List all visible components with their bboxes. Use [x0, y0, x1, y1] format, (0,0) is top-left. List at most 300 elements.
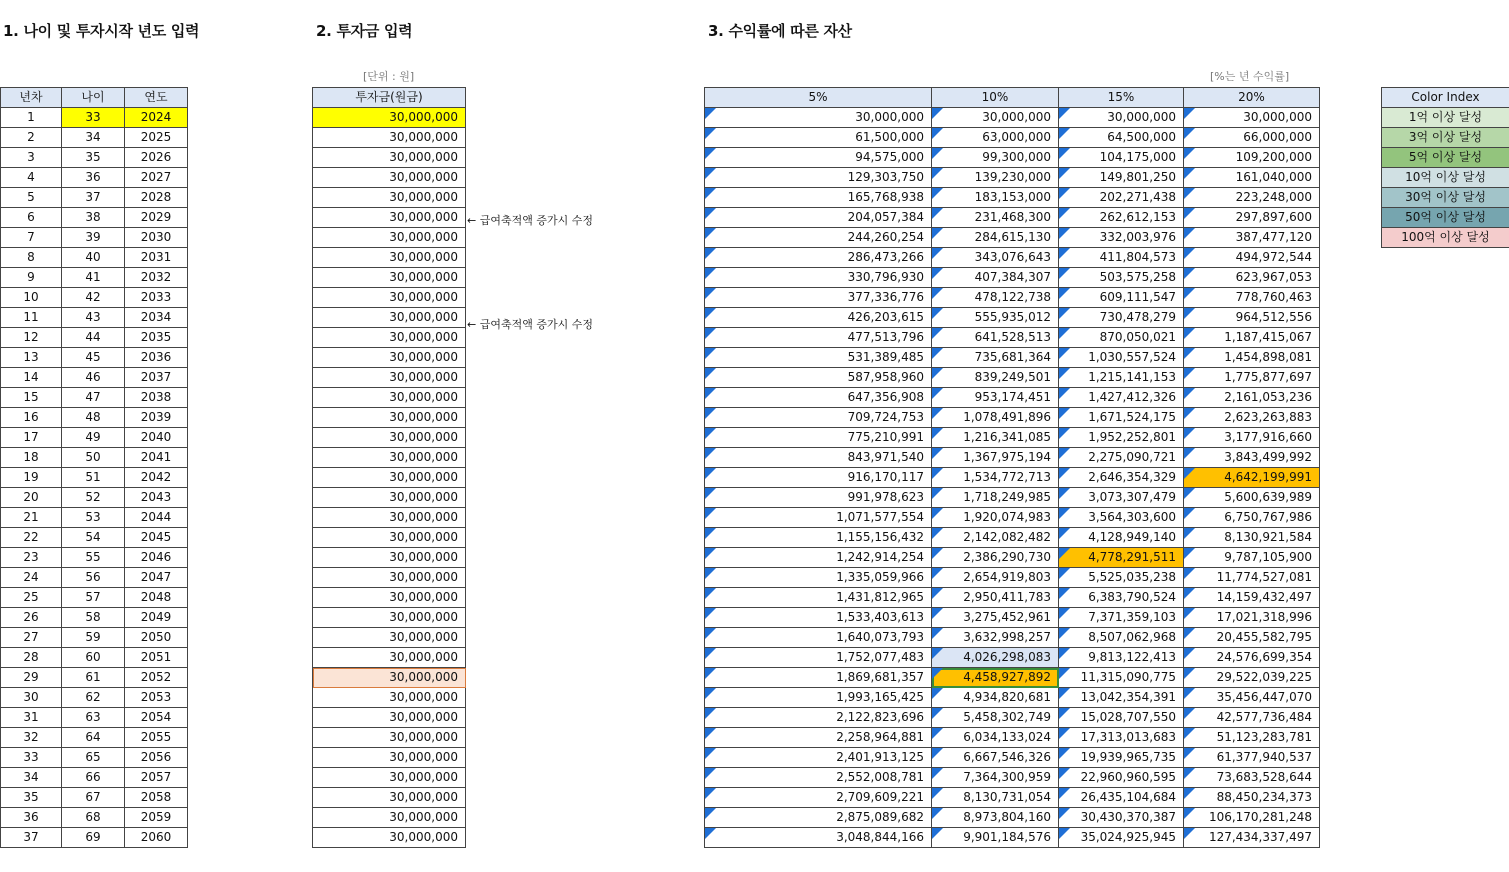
asset-value-cell[interactable]: 2,654,919,803: [932, 568, 1059, 588]
asset-value-cell[interactable]: 870,050,021: [1059, 328, 1184, 348]
asset-value-cell[interactable]: 3,843,499,992: [1184, 448, 1320, 468]
investment-cell[interactable]: 30,000,000: [313, 588, 466, 608]
asset-value-cell[interactable]: 7,371,359,103: [1059, 608, 1184, 628]
investment-cell[interactable]: 30,000,000: [313, 468, 466, 488]
asset-value-cell[interactable]: 477,513,796: [705, 328, 932, 348]
year-index-cell[interactable]: 10: [1, 288, 62, 308]
asset-value-cell[interactable]: 30,430,370,387: [1059, 808, 1184, 828]
asset-value-cell[interactable]: 14,159,432,497: [1184, 588, 1320, 608]
asset-value-cell[interactable]: 223,248,000: [1184, 188, 1320, 208]
year-cell[interactable]: 2033: [125, 288, 188, 308]
year-cell[interactable]: 2048: [125, 588, 188, 608]
asset-value-cell[interactable]: 64,500,000: [1059, 128, 1184, 148]
investment-cell[interactable]: 30,000,000: [313, 388, 466, 408]
year-cell[interactable]: 2058: [125, 788, 188, 808]
table-row: [313, 428, 466, 448]
investment-cell[interactable]: 30,000,000: [313, 168, 466, 188]
age-cell[interactable]: 65: [62, 748, 125, 768]
asset-value-cell[interactable]: 555,935,012: [932, 308, 1059, 328]
asset-value-cell[interactable]: 4,458,927,892: [932, 668, 1059, 688]
investment-cell[interactable]: 30,000,000: [313, 708, 466, 728]
year-cell[interactable]: 2032: [125, 268, 188, 288]
asset-value-cell[interactable]: 1,775,877,697: [1184, 368, 1320, 388]
asset-value-cell[interactable]: 1,242,914,254: [705, 548, 932, 568]
asset-value-cell[interactable]: 8,130,921,584: [1184, 528, 1320, 548]
asset-value-cell[interactable]: 2,386,290,730: [932, 548, 1059, 568]
investment-cell[interactable]: 30,000,000: [313, 548, 466, 568]
year-index-cell[interactable]: 22: [1, 528, 62, 548]
year-index-cell[interactable]: 2: [1, 128, 62, 148]
year-cell[interactable]: 2036: [125, 348, 188, 368]
asset-value-cell[interactable]: 19,939,965,735: [1059, 748, 1184, 768]
asset-value-cell[interactable]: 6,383,790,524: [1059, 588, 1184, 608]
asset-value-cell[interactable]: 51,123,283,781: [1184, 728, 1320, 748]
year-index-cell[interactable]: 11: [1, 308, 62, 328]
asset-value-cell[interactable]: 13,042,354,391: [1059, 688, 1184, 708]
asset-value-cell[interactable]: 35,024,925,945: [1059, 828, 1184, 848]
asset-value-cell[interactable]: 262,612,153: [1059, 208, 1184, 228]
year-cell[interactable]: 2052: [125, 668, 188, 688]
year-cell[interactable]: 2040: [125, 428, 188, 448]
age-cell[interactable]: 55: [62, 548, 125, 568]
investment-cell[interactable]: 30,000,000: [313, 248, 466, 268]
asset-value-cell[interactable]: 8,507,062,968: [1059, 628, 1184, 648]
asset-value-cell[interactable]: 6,034,133,024: [932, 728, 1059, 748]
asset-value-cell[interactable]: 104,175,000: [1059, 148, 1184, 168]
investment-cell[interactable]: 30,000,000: [313, 488, 466, 508]
year-index-cell[interactable]: 5: [1, 188, 62, 208]
year-cell[interactable]: 2041: [125, 448, 188, 468]
year-index-cell[interactable]: 12: [1, 328, 62, 348]
investment-cell[interactable]: 30,000,000: [313, 728, 466, 748]
investment-cell[interactable]: 30,000,000: [313, 288, 466, 308]
asset-value-cell[interactable]: 286,473,266: [705, 248, 932, 268]
asset-value-cell[interactable]: 8,130,731,054: [932, 788, 1059, 808]
year-index-cell[interactable]: 33: [1, 748, 62, 768]
year-cell[interactable]: 2049: [125, 608, 188, 628]
investment-cell[interactable]: 30,000,000: [313, 688, 466, 708]
year-index-cell[interactable]: 19: [1, 468, 62, 488]
asset-value-cell[interactable]: 5,458,302,749: [932, 708, 1059, 728]
year-cell[interactable]: 2053: [125, 688, 188, 708]
age-cell[interactable]: 54: [62, 528, 125, 548]
year-index-cell[interactable]: 32: [1, 728, 62, 748]
asset-value-cell[interactable]: 61,500,000: [705, 128, 932, 148]
asset-value-cell[interactable]: 2,623,263,883: [1184, 408, 1320, 428]
asset-value-cell[interactable]: 587,958,960: [705, 368, 932, 388]
age-cell[interactable]: 58: [62, 608, 125, 628]
investment-cell[interactable]: 30,000,000: [313, 228, 466, 248]
investment-cell[interactable]: 30,000,000: [313, 448, 466, 468]
asset-value-cell[interactable]: 377,336,776: [705, 288, 932, 308]
investment-cell[interactable]: 30,000,000: [313, 148, 466, 168]
asset-value-cell[interactable]: 4,778,291,511: [1059, 548, 1184, 568]
asset-value-cell[interactable]: 609,111,547: [1059, 288, 1184, 308]
year-index-cell[interactable]: 21: [1, 508, 62, 528]
investment-cell[interactable]: 30,000,000: [313, 568, 466, 588]
year-index-cell[interactable]: 29: [1, 668, 62, 688]
asset-value-cell[interactable]: 1,078,491,896: [932, 408, 1059, 428]
age-cell[interactable]: 66: [62, 768, 125, 788]
investment-cell[interactable]: 30,000,000: [313, 668, 466, 688]
age-cell[interactable]: 37: [62, 188, 125, 208]
investment-cell[interactable]: 30,000,000: [313, 808, 466, 828]
year-cell[interactable]: 2037: [125, 368, 188, 388]
year-cell[interactable]: 2054: [125, 708, 188, 728]
age-cell[interactable]: 63: [62, 708, 125, 728]
asset-value-cell[interactable]: 165,768,938: [705, 188, 932, 208]
asset-value-cell[interactable]: 953,174,451: [932, 388, 1059, 408]
year-index-cell[interactable]: 8: [1, 248, 62, 268]
age-cell[interactable]: 47: [62, 388, 125, 408]
investment-cell[interactable]: 30,000,000: [313, 788, 466, 808]
asset-value-cell[interactable]: 2,401,913,125: [705, 748, 932, 768]
investment-cell[interactable]: 30,000,000: [313, 128, 466, 148]
investment-cell[interactable]: 30,000,000: [313, 608, 466, 628]
age-cell[interactable]: 48: [62, 408, 125, 428]
age-cell[interactable]: 60: [62, 648, 125, 668]
asset-value-cell[interactable]: 1,431,812,965: [705, 588, 932, 608]
asset-value-cell[interactable]: 839,249,501: [932, 368, 1059, 388]
year-cell[interactable]: 2044: [125, 508, 188, 528]
age-cell[interactable]: 33: [62, 108, 125, 128]
asset-value-cell[interactable]: 1,640,073,793: [705, 628, 932, 648]
age-cell[interactable]: 34: [62, 128, 125, 148]
year-index-cell[interactable]: 28: [1, 648, 62, 668]
year-cell[interactable]: 2026: [125, 148, 188, 168]
asset-value-cell[interactable]: 343,076,643: [932, 248, 1059, 268]
asset-value-cell[interactable]: 8,973,804,160: [932, 808, 1059, 828]
asset-value-cell[interactable]: 106,170,281,248: [1184, 808, 1320, 828]
table-row: [1, 588, 188, 608]
age-cell[interactable]: 41: [62, 268, 125, 288]
year-index-cell[interactable]: 18: [1, 448, 62, 468]
year-index-cell[interactable]: 9: [1, 268, 62, 288]
asset-value-cell[interactable]: 129,303,750: [705, 168, 932, 188]
asset-value-cell[interactable]: 2,122,823,696: [705, 708, 932, 728]
asset-value-cell[interactable]: 1,718,249,985: [932, 488, 1059, 508]
year-index-cell[interactable]: 36: [1, 808, 62, 828]
age-cell[interactable]: 56: [62, 568, 125, 588]
asset-value-cell[interactable]: 30,000,000: [705, 108, 932, 128]
asset-value-cell[interactable]: 1,215,141,153: [1059, 368, 1184, 388]
asset-value-cell[interactable]: 63,000,000: [932, 128, 1059, 148]
asset-value-cell[interactable]: 1,335,059,966: [705, 568, 932, 588]
year-index-cell[interactable]: 3: [1, 148, 62, 168]
asset-value-cell[interactable]: 6,667,546,326: [932, 748, 1059, 768]
asset-value-cell[interactable]: 9,813,122,413: [1059, 648, 1184, 668]
investment-cell[interactable]: 30,000,000: [313, 348, 466, 368]
age-cell[interactable]: 50: [62, 448, 125, 468]
asset-value-cell[interactable]: 9,901,184,576: [932, 828, 1059, 848]
asset-value-cell[interactable]: 647,356,908: [705, 388, 932, 408]
investment-cell[interactable]: 30,000,000: [313, 528, 466, 548]
investment-cell[interactable]: 30,000,000: [313, 188, 466, 208]
asset-value-cell[interactable]: 7,364,300,959: [932, 768, 1059, 788]
year-index-cell[interactable]: 31: [1, 708, 62, 728]
year-index-cell[interactable]: 30: [1, 688, 62, 708]
asset-value-cell[interactable]: 4,026,298,083: [932, 648, 1059, 668]
age-cell[interactable]: 36: [62, 168, 125, 188]
asset-value-cell[interactable]: 3,564,303,600: [1059, 508, 1184, 528]
investment-cell[interactable]: 30,000,000: [313, 768, 466, 788]
asset-value-cell[interactable]: 1,671,524,175: [1059, 408, 1184, 428]
year-cell[interactable]: 2060: [125, 828, 188, 848]
table-row: [1, 408, 188, 428]
asset-value-cell[interactable]: 149,801,250: [1059, 168, 1184, 188]
investment-cell[interactable]: 30,000,000: [313, 628, 466, 648]
asset-value-cell[interactable]: 1,752,077,483: [705, 648, 932, 668]
asset-value-cell[interactable]: 244,260,254: [705, 228, 932, 248]
asset-value-cell[interactable]: 478,122,738: [932, 288, 1059, 308]
age-cell[interactable]: 49: [62, 428, 125, 448]
asset-value-cell[interactable]: 204,057,384: [705, 208, 932, 228]
asset-value-cell[interactable]: 1,920,074,983: [932, 508, 1059, 528]
asset-value-cell[interactable]: 3,177,916,660: [1184, 428, 1320, 448]
asset-value-cell[interactable]: 94,575,000: [705, 148, 932, 168]
asset-value-cell[interactable]: 11,774,527,081: [1184, 568, 1320, 588]
year-cell[interactable]: 2024: [125, 108, 188, 128]
year-cell[interactable]: 2050: [125, 628, 188, 648]
year-cell[interactable]: 2043: [125, 488, 188, 508]
year-index-cell[interactable]: 27: [1, 628, 62, 648]
age-cell[interactable]: 51: [62, 468, 125, 488]
asset-value-cell[interactable]: 11,315,090,775: [1059, 668, 1184, 688]
asset-value-cell[interactable]: 183,153,000: [932, 188, 1059, 208]
year-cell[interactable]: 2027: [125, 168, 188, 188]
asset-value-cell[interactable]: 531,389,485: [705, 348, 932, 368]
age-cell[interactable]: 35: [62, 148, 125, 168]
investment-cell[interactable]: 30,000,000: [313, 328, 466, 348]
year-cell[interactable]: 2045: [125, 528, 188, 548]
year-cell[interactable]: 2035: [125, 328, 188, 348]
asset-value-cell[interactable]: 1,993,165,425: [705, 688, 932, 708]
year-index-cell[interactable]: 25: [1, 588, 62, 608]
asset-value-cell[interactable]: 35,456,447,070: [1184, 688, 1320, 708]
asset-value-cell[interactable]: 297,897,600: [1184, 208, 1320, 228]
investment-cell[interactable]: 30,000,000: [313, 208, 466, 228]
asset-value-cell[interactable]: 387,477,120: [1184, 228, 1320, 248]
asset-value-cell[interactable]: 332,003,976: [1059, 228, 1184, 248]
asset-value-cell[interactable]: 3,632,998,257: [932, 628, 1059, 648]
asset-value-cell[interactable]: 6,750,767,986: [1184, 508, 1320, 528]
asset-value-cell[interactable]: 1,952,252,801: [1059, 428, 1184, 448]
asset-value-cell[interactable]: 109,200,000: [1184, 148, 1320, 168]
year-index-cell[interactable]: 37: [1, 828, 62, 848]
asset-value-cell[interactable]: 2,875,089,682: [705, 808, 932, 828]
asset-value-cell[interactable]: 231,468,300: [932, 208, 1059, 228]
asset-value-cell[interactable]: 843,971,540: [705, 448, 932, 468]
age-cell[interactable]: 40: [62, 248, 125, 268]
asset-value-cell[interactable]: 1,187,415,067: [1184, 328, 1320, 348]
year-cell[interactable]: 2038: [125, 388, 188, 408]
investment-cell[interactable]: 30,000,000: [313, 648, 466, 668]
asset-value-cell[interactable]: 916,170,117: [705, 468, 932, 488]
year-index-cell[interactable]: 13: [1, 348, 62, 368]
asset-value-cell[interactable]: 161,040,000: [1184, 168, 1320, 188]
asset-value-cell[interactable]: 494,972,544: [1184, 248, 1320, 268]
age-cell[interactable]: 57: [62, 588, 125, 608]
asset-value-cell[interactable]: 5,525,035,238: [1059, 568, 1184, 588]
year-index-cell[interactable]: 15: [1, 388, 62, 408]
year-index-cell[interactable]: 4: [1, 168, 62, 188]
asset-value-cell[interactable]: 2,552,008,781: [705, 768, 932, 788]
investment-cell[interactable]: 30,000,000: [313, 308, 466, 328]
asset-value-cell[interactable]: 15,028,707,550: [1059, 708, 1184, 728]
asset-value-cell[interactable]: 88,450,234,373: [1184, 788, 1320, 808]
year-cell[interactable]: 2059: [125, 808, 188, 828]
asset-value-cell[interactable]: 2,258,964,881: [705, 728, 932, 748]
investment-cell[interactable]: 30,000,000: [313, 508, 466, 528]
asset-value-cell[interactable]: 61,377,940,537: [1184, 748, 1320, 768]
investment-cell[interactable]: 30,000,000: [313, 748, 466, 768]
asset-value-cell[interactable]: 5,600,639,989: [1184, 488, 1320, 508]
year-index-cell[interactable]: 23: [1, 548, 62, 568]
asset-value-cell[interactable]: 4,934,820,681: [932, 688, 1059, 708]
year-cell[interactable]: 2030: [125, 228, 188, 248]
asset-value-cell[interactable]: 284,615,130: [932, 228, 1059, 248]
year-cell[interactable]: 2051: [125, 648, 188, 668]
year-index-cell[interactable]: 1: [1, 108, 62, 128]
year-cell[interactable]: 2025: [125, 128, 188, 148]
asset-value-cell[interactable]: 1,534,772,713: [932, 468, 1059, 488]
asset-value-cell[interactable]: 17,313,013,683: [1059, 728, 1184, 748]
investment-cell[interactable]: 30,000,000: [313, 428, 466, 448]
asset-value-cell[interactable]: 407,384,307: [932, 268, 1059, 288]
year-cell[interactable]: 2028: [125, 188, 188, 208]
asset-value-cell[interactable]: 1,155,156,432: [705, 528, 932, 548]
year-index-cell[interactable]: 16: [1, 408, 62, 428]
table-row: [705, 628, 1320, 648]
age-cell[interactable]: 69: [62, 828, 125, 848]
asset-value-cell[interactable]: 1,454,898,081: [1184, 348, 1320, 368]
year-index-cell[interactable]: 14: [1, 368, 62, 388]
asset-value-cell[interactable]: 4,642,199,991: [1184, 468, 1320, 488]
asset-value-cell[interactable]: 2,275,090,721: [1059, 448, 1184, 468]
asset-value-cell[interactable]: 2,646,354,329: [1059, 468, 1184, 488]
year-cell[interactable]: 2055: [125, 728, 188, 748]
asset-value-cell[interactable]: 42,577,736,484: [1184, 708, 1320, 728]
age-cell[interactable]: 52: [62, 488, 125, 508]
asset-value-cell[interactable]: 4,128,949,140: [1059, 528, 1184, 548]
asset-value-cell[interactable]: 2,142,082,482: [932, 528, 1059, 548]
asset-value-cell[interactable]: 775,210,991: [705, 428, 932, 448]
year-cell[interactable]: 2031: [125, 248, 188, 268]
asset-value-cell[interactable]: 30,000,000: [932, 108, 1059, 128]
asset-value-cell[interactable]: 2,161,053,236: [1184, 388, 1320, 408]
asset-value-cell[interactable]: 426,203,615: [705, 308, 932, 328]
asset-value-cell[interactable]: 9,787,105,900: [1184, 548, 1320, 568]
year-index-cell[interactable]: 24: [1, 568, 62, 588]
asset-value-cell[interactable]: 22,960,960,595: [1059, 768, 1184, 788]
age-cell[interactable]: 38: [62, 208, 125, 228]
year-cell[interactable]: 2029: [125, 208, 188, 228]
asset-value-cell[interactable]: 1,427,412,326: [1059, 388, 1184, 408]
asset-value-cell[interactable]: 1,216,341,085: [932, 428, 1059, 448]
age-cell[interactable]: 39: [62, 228, 125, 248]
asset-value-cell[interactable]: 964,512,556: [1184, 308, 1320, 328]
asset-value-cell[interactable]: 66,000,000: [1184, 128, 1320, 148]
investment-cell[interactable]: 30,000,000: [313, 368, 466, 388]
age-cell[interactable]: 44: [62, 328, 125, 348]
age-cell[interactable]: 61: [62, 668, 125, 688]
asset-value-cell[interactable]: 26,435,104,684: [1059, 788, 1184, 808]
year-cell[interactable]: 2039: [125, 408, 188, 428]
asset-value-cell[interactable]: 20,455,582,795: [1184, 628, 1320, 648]
age-cell[interactable]: 64: [62, 728, 125, 748]
asset-value-cell[interactable]: 1,869,681,357: [705, 668, 932, 688]
asset-value-cell[interactable]: 411,804,573: [1059, 248, 1184, 268]
year-index-cell[interactable]: 20: [1, 488, 62, 508]
asset-value-cell[interactable]: 3,275,452,961: [932, 608, 1059, 628]
asset-value-cell[interactable]: 202,271,438: [1059, 188, 1184, 208]
year-index-cell[interactable]: 17: [1, 428, 62, 448]
asset-value-cell[interactable]: 1,030,557,524: [1059, 348, 1184, 368]
year-cell[interactable]: 2042: [125, 468, 188, 488]
asset-value-cell[interactable]: 29,522,039,225: [1184, 668, 1320, 688]
investment-cell[interactable]: 30,000,000: [313, 268, 466, 288]
year-cell[interactable]: 2057: [125, 768, 188, 788]
year-cell[interactable]: 2046: [125, 548, 188, 568]
asset-value-cell[interactable]: 2,950,411,783: [932, 588, 1059, 608]
asset-value-cell[interactable]: 139,230,000: [932, 168, 1059, 188]
year-cell[interactable]: 2047: [125, 568, 188, 588]
asset-value-cell[interactable]: 127,434,337,497: [1184, 828, 1320, 848]
asset-value-cell[interactable]: 1,367,975,194: [932, 448, 1059, 468]
age-cell[interactable]: 67: [62, 788, 125, 808]
investment-cell[interactable]: 30,000,000: [313, 108, 466, 128]
asset-value-cell[interactable]: 330,796,930: [705, 268, 932, 288]
asset-value-cell[interactable]: 991,978,623: [705, 488, 932, 508]
asset-value-cell[interactable]: 1,071,577,554: [705, 508, 932, 528]
asset-value-cell[interactable]: 3,048,844,166: [705, 828, 932, 848]
age-cell[interactable]: 62: [62, 688, 125, 708]
asset-value-cell[interactable]: 503,575,258: [1059, 268, 1184, 288]
year-index-cell[interactable]: 7: [1, 228, 62, 248]
asset-value-cell[interactable]: 641,528,513: [932, 328, 1059, 348]
asset-value-cell[interactable]: 73,683,528,644: [1184, 768, 1320, 788]
age-cell[interactable]: 53: [62, 508, 125, 528]
asset-value-cell[interactable]: 730,478,279: [1059, 308, 1184, 328]
age-cell[interactable]: 46: [62, 368, 125, 388]
year-cell[interactable]: 2034: [125, 308, 188, 328]
asset-value-cell[interactable]: 623,967,053: [1184, 268, 1320, 288]
asset-value-cell[interactable]: 99,300,000: [932, 148, 1059, 168]
asset-value-cell[interactable]: 30,000,000: [1059, 108, 1184, 128]
asset-value-cell[interactable]: 778,760,463: [1184, 288, 1320, 308]
age-cell[interactable]: 68: [62, 808, 125, 828]
asset-value-cell[interactable]: 735,681,364: [932, 348, 1059, 368]
asset-value-cell[interactable]: 709,724,753: [705, 408, 932, 428]
year-cell[interactable]: 2056: [125, 748, 188, 768]
year-index-cell[interactable]: 35: [1, 788, 62, 808]
investment-cell[interactable]: 30,000,000: [313, 408, 466, 428]
year-index-cell[interactable]: 6: [1, 208, 62, 228]
asset-value-cell[interactable]: 24,576,699,354: [1184, 648, 1320, 668]
year-index-cell[interactable]: 26: [1, 608, 62, 628]
age-cell[interactable]: 45: [62, 348, 125, 368]
age-cell[interactable]: 43: [62, 308, 125, 328]
year-index-cell[interactable]: 34: [1, 768, 62, 788]
age-cell[interactable]: 59: [62, 628, 125, 648]
asset-value-cell[interactable]: 17,021,318,996: [1184, 608, 1320, 628]
asset-value-cell[interactable]: 3,073,307,479: [1059, 488, 1184, 508]
asset-value-cell[interactable]: 2,709,609,221: [705, 788, 932, 808]
age-cell[interactable]: 42: [62, 288, 125, 308]
asset-value-cell[interactable]: 1,533,403,613: [705, 608, 932, 628]
investment-cell[interactable]: 30,000,000: [313, 828, 466, 848]
asset-value-cell[interactable]: 30,000,000: [1184, 108, 1320, 128]
